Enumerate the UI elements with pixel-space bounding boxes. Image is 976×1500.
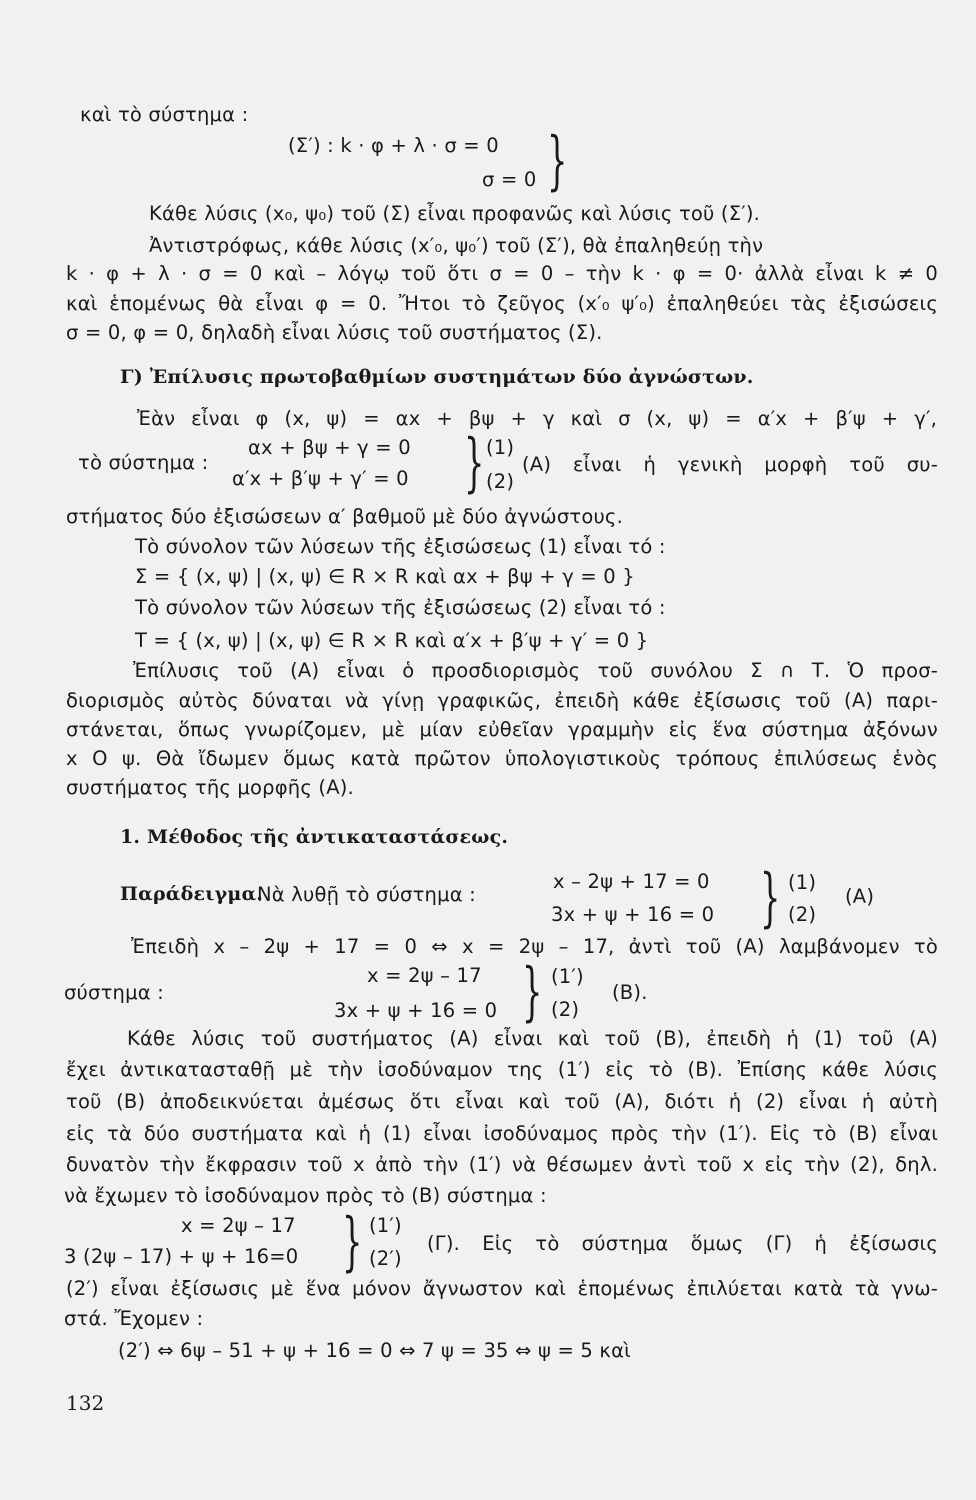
equation-label: (2′) (369, 1247, 402, 1270)
equation-label: (2) (788, 903, 817, 926)
section-heading: 1. Μέθοδος τῆς ἀντικαταστάσεως. (120, 826, 509, 848)
equation-label: (1′) (551, 965, 584, 988)
text-line: σύστημα : (64, 981, 164, 1004)
system-brace-icon: } (760, 861, 781, 935)
text-line: (Α) εἶναι ἡ γενικὴ μορφὴ τοῦ συ- (522, 453, 938, 476)
text-line: εἰς τὰ δύο συστήματα καὶ ἡ (1) εἶναι ἰσοδύναμος πρὸς τὴν (1′). Εἰς τὸ (Β) εἶναι (66, 1122, 938, 1145)
equation-line: 3 (2ψ – 17) + ψ + 16=0 (64, 1245, 299, 1268)
text-line: Ἐπειδὴ x – 2ψ + 17 = 0 ⇔ x = 2ψ – 17, ἀντὶ τοῦ (Α) λαμβάνομεν τὸ (131, 935, 938, 958)
text-line: καὶ τὸ σύστημα : (80, 103, 249, 126)
equation-line: αx + βψ + γ = 0 (248, 436, 411, 459)
equation-label: (2) (486, 470, 515, 493)
text-line: τοῦ (Β) ἀποδεικνύεται ἀμέσως ὅτι εἶναι καὶ τοῦ (Α), διότι ἡ (2) εἶναι ἡ αὐτὴ (66, 1090, 938, 1113)
text-line: ἔχει ἀντικατασταθῇ μὲ τὴν ἰσοδύναμον της (1′) εἰς τὸ (Β). Ἐπίσης κάθε λύσις (66, 1058, 938, 1081)
text-line: συστήματος τῆς μορφῆς (Α). (66, 776, 354, 799)
equation-label: (Β). (612, 981, 648, 1004)
equation-line: σ = 0 (482, 168, 537, 191)
text-line: τὸ σύστημα : (78, 451, 209, 474)
text-line: Τὸ σύνολον τῶν λύσεων τῆς ἐξισώσεως (2) εἶναι τό : (135, 596, 666, 619)
equation-line: 3x + ψ + 16 = 0 (551, 903, 715, 926)
equation-label: (2) (551, 998, 580, 1021)
system-brace-icon: } (522, 955, 543, 1029)
text-line: Κάθε λύσις τοῦ συστήματος (Α) εἶναι καὶ τοῦ (Β), ἐπειδὴ ἡ (1) τοῦ (Α) (127, 1027, 938, 1050)
equation-line: (Σ′) : k · φ + λ · σ = 0 (288, 134, 499, 157)
equation-label: (Α) (845, 885, 875, 908)
text-line: Ἀντιστρόφως, κάθε λύσις (x′₀, ψ₀′) τοῦ (Σ′), θὰ ἐπαληθεύῃ τὴν (149, 234, 764, 257)
set-definition: Τ = { (x, ψ) | (x, ψ) ∈ R × R καὶ α′x + β′ψ + γ′ = 0 } (135, 629, 649, 652)
text-line: διορισμὸς αὐτὸς δύναται νὰ γίνῃ γραφικῶς, ἐπειδὴ κάθε ἐξίσωσις τοῦ (Α) παρι- (66, 689, 938, 712)
set-definition: Σ = { (x, ψ) | (x, ψ) ∈ R × R καὶ αx + βψ + γ = 0 } (135, 565, 635, 588)
section-heading: Γ) Ἐπίλυσις πρωτοβαθμίων συστημάτων δύο ἀγνώστων. (120, 366, 754, 388)
example-label: Παράδειγμα. (120, 883, 264, 905)
text-line: Κάθε λύσις (x₀, ψ₀) τοῦ (Σ) εἶναι προφανῶς καὶ λύσις τοῦ (Σ′). (149, 202, 761, 225)
equation-line: x = 2ψ – 17 (181, 1214, 296, 1237)
equation-label: (1) (788, 871, 817, 894)
equation-label: (1′) (369, 1214, 402, 1237)
text-line: Ἐὰν εἶναι φ (x, ψ) = αx + βψ + γ καὶ σ (x, ψ) = α′x + β′ψ + γ′, (137, 407, 937, 430)
equation-line: α′x + β′ψ + γ′ = 0 (232, 467, 409, 490)
text-line: (2′) εἶναι ἐξίσωσις μὲ ἕνα μόνον ἄγνωστον καὶ ἑπομένως ἐπιλύεται κατὰ τὰ γνω- (66, 1277, 938, 1300)
text-line: σ = 0, φ = 0, δηλαδὴ εἶναι λύσις τοῦ συστήματος (Σ). (66, 321, 603, 344)
system-brace-icon: } (464, 426, 485, 500)
text-line: στά. Ἔχομεν : (64, 1307, 204, 1330)
text-line: δυνατὸν τὴν ἔκφρασιν τοῦ x ἀπὸ τὴν (1′) νὰ θέσωμεν ἀντὶ τοῦ x εἰς τὴν (2), δηλ. (66, 1153, 938, 1176)
equation-label: (1) (486, 436, 515, 459)
text-line: καὶ ἑπομένως θὰ εἶναι φ = 0. Ἤτοι τὸ ζεῦγος (x′₀ ψ′₀) ἐπαληθεύει τὰς ἐξισώσεις (66, 292, 938, 315)
text-line: στάνεται, ὅπως γνωρίζομεν, μὲ μίαν εὐθεῖαν γραμμὴν εἰς ἕνα σύστημα ἀξόνων (66, 718, 938, 741)
text-line: Τὸ σύνολον τῶν λύσεων τῆς ἐξισώσεως (1) εἶναι τό : (135, 535, 666, 558)
equation-line: (2′) ⇔ 6ψ – 51 + ψ + 16 = 0 ⇔ 7 ψ = 35 ⇔ ψ = 5 καὶ (118, 1339, 631, 1362)
equation-line: x = 2ψ – 17 (367, 964, 482, 987)
text-line: νὰ ἔχωμεν τὸ ἰσοδύναμον πρὸς τὸ (Β) σύστημα : (64, 1184, 547, 1207)
text-line: k · φ + λ · σ = 0 καὶ – λόγῳ τοῦ ὅτι σ = 0 – τὴν k · φ = 0· ἀλλὰ εἶναι k ≠ 0 (66, 262, 938, 285)
text-line: x O ψ. Θὰ ἴδωμεν ὅμως κατὰ πρῶτον ὑπολογιστικοὺς τρόπους ἐπιλύσεως ἑνὸς (66, 747, 938, 770)
page-number: 132 (66, 1391, 105, 1415)
text-line: (Γ). Εἰς τὸ σύστημα ὅμως (Γ) ἡ ἐξίσωσις (427, 1232, 938, 1255)
text-line: Ἐπίλυσις τοῦ (Α) εἶναι ὁ προσδιορισμὸς τοῦ συνόλου Σ ∩ Τ. Ὁ προσ- (133, 659, 938, 682)
text-line: Νὰ λυθῇ τὸ σύστημα : (257, 883, 476, 906)
equation-line: 3x + ψ + 16 = 0 (334, 999, 498, 1022)
system-brace-icon: } (547, 124, 568, 198)
equation-line: x – 2ψ + 17 = 0 (553, 870, 710, 893)
system-brace-icon: } (342, 1205, 363, 1279)
text-line: στήματος δύο ἐξισώσεων α′ βαθμοῦ μὲ δύο ἀγνώστους. (66, 505, 623, 528)
